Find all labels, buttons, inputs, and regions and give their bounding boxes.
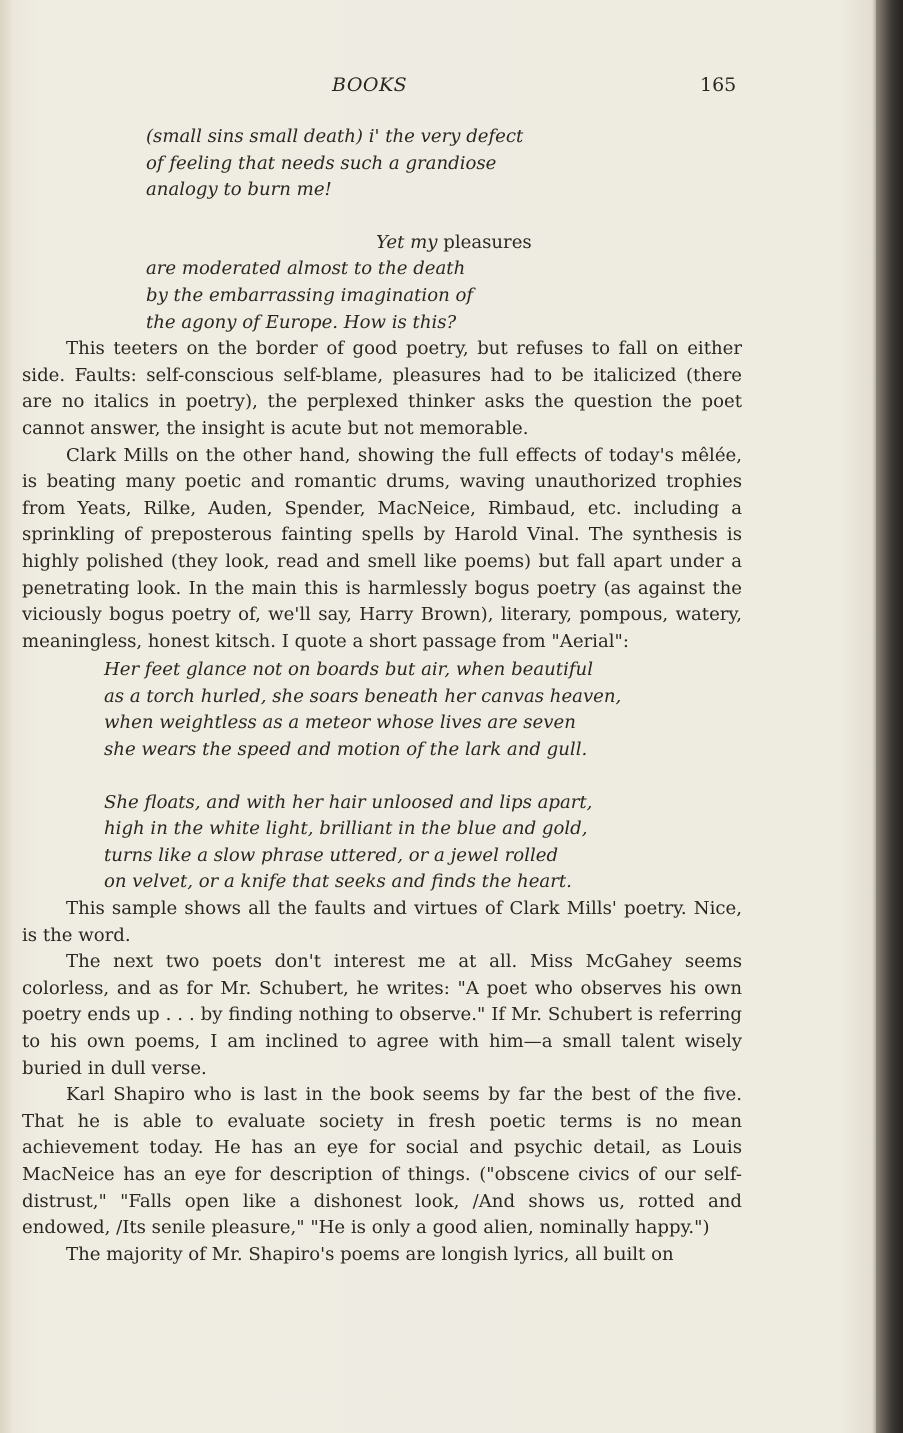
verse-line: turns like a slow phrase uttered, or a jewel rolled <box>104 844 559 866</box>
verse-line: when weightless as a meteor whose lives are seven <box>104 712 576 734</box>
page-header <box>0 74 903 104</box>
paragraph: This teeters on the border of good poetry, but refuses to fall on either side. Faults: self-conscious self-blame, pleasures had to be italicized (there are no italics in poetry), the perplexed thinker asks the question the poet cannot answer, the insight is acute but not memorable. <box>22 338 742 439</box>
verse-line: the agony of Europe. How is this? <box>146 311 457 333</box>
verse-fragment: my <box>410 231 438 253</box>
verse-line: as a torch hurled, she soars beneath her canvas heaven, <box>104 685 622 707</box>
book-spine-shadow <box>876 0 903 1433</box>
verse-fragment: pleasures <box>437 231 532 253</box>
verse-line: Her feet glance not on boards but air, when beautiful <box>104 659 593 681</box>
paragraph: Karl Shapiro who is last in the book seems by far the best of the five. That he is able to evaluate society in fresh poetic terms is no mean achievement today. He has an eye for social and psychic detail, as Louis MacNeice has an eye for description of things. ("obscene civics of our self-distrust," "Falls open like a dishonest look, /And shows us, rotted and endowed, /Its senile pleasure," "He is only a good alien, nominally happy.") <box>22 1084 742 1239</box>
verse-line: analogy to burn me! <box>146 179 332 201</box>
paragraph: This sample shows all the faults and virtues of Clark Mills' poetry. Nice, is the word. <box>22 898 742 946</box>
verse-line: high in the white light, brilliant in the blue and gold, <box>104 818 588 840</box>
body-text <box>22 124 742 1268</box>
running-head: BOOKS <box>332 74 408 96</box>
verse-line <box>146 230 742 257</box>
verse-line: by the embarrassing imagination of <box>146 284 474 306</box>
verse-line: of feeling that needs such a grandiose <box>146 152 497 174</box>
verse-line: are moderated almost to the death <box>146 258 466 280</box>
spacer <box>104 764 742 790</box>
verse-quote-3 <box>22 657 742 896</box>
paragraph: The next two poets don't interest me at all. Miss McGahey seems colorless, and as for Mr. Schubert, he writes: "A poet who observes his own poetry ends up . . . by finding nothing to observe." If Mr. Schubert is referring to his own poems, I am inclined to agree with him—a small talent wisely buried in dull verse. <box>22 951 742 1079</box>
verse-line: (small sins small death) i' the very defect <box>146 126 524 147</box>
verse-line: she wears the speed and motion of the lark and gull. <box>104 739 588 761</box>
spacer <box>22 204 742 230</box>
verse-line: on velvet, or a knife that seeks and finds the heart. <box>104 871 572 893</box>
verse-line: She floats, and with her hair unloosed and lips apart, <box>104 791 593 813</box>
paragraph: Clark Mills on the other hand, showing the full effects of today's mêlée, is beating many poetic and romantic drums, waving unauthorized trophies from Yeats, Rilke, Auden, Spender, MacNeice, Rimbaud, etc. including a sprinkling of preposterous fainting spells by Harold Vinal. The synthesis is highly polished (they look, read and smell like poems) but fall apart under a penetrating look. In the main this is harmlessly bogus poetry (as against the viciously bogus poetry of, we'll say, Harry Brown), literary, pompous, watery, meaningless, honest kitsch. I quote a short passage from "Aerial": <box>22 444 742 652</box>
page-number: 165 <box>700 74 737 96</box>
paragraph: The majority of Mr. Shapiro's poems are longish lyrics, all built on <box>66 1243 674 1265</box>
verse-fragment: Yet <box>376 231 411 253</box>
verse-quote-2 <box>22 230 742 336</box>
verse-quote-1 <box>22 124 742 204</box>
